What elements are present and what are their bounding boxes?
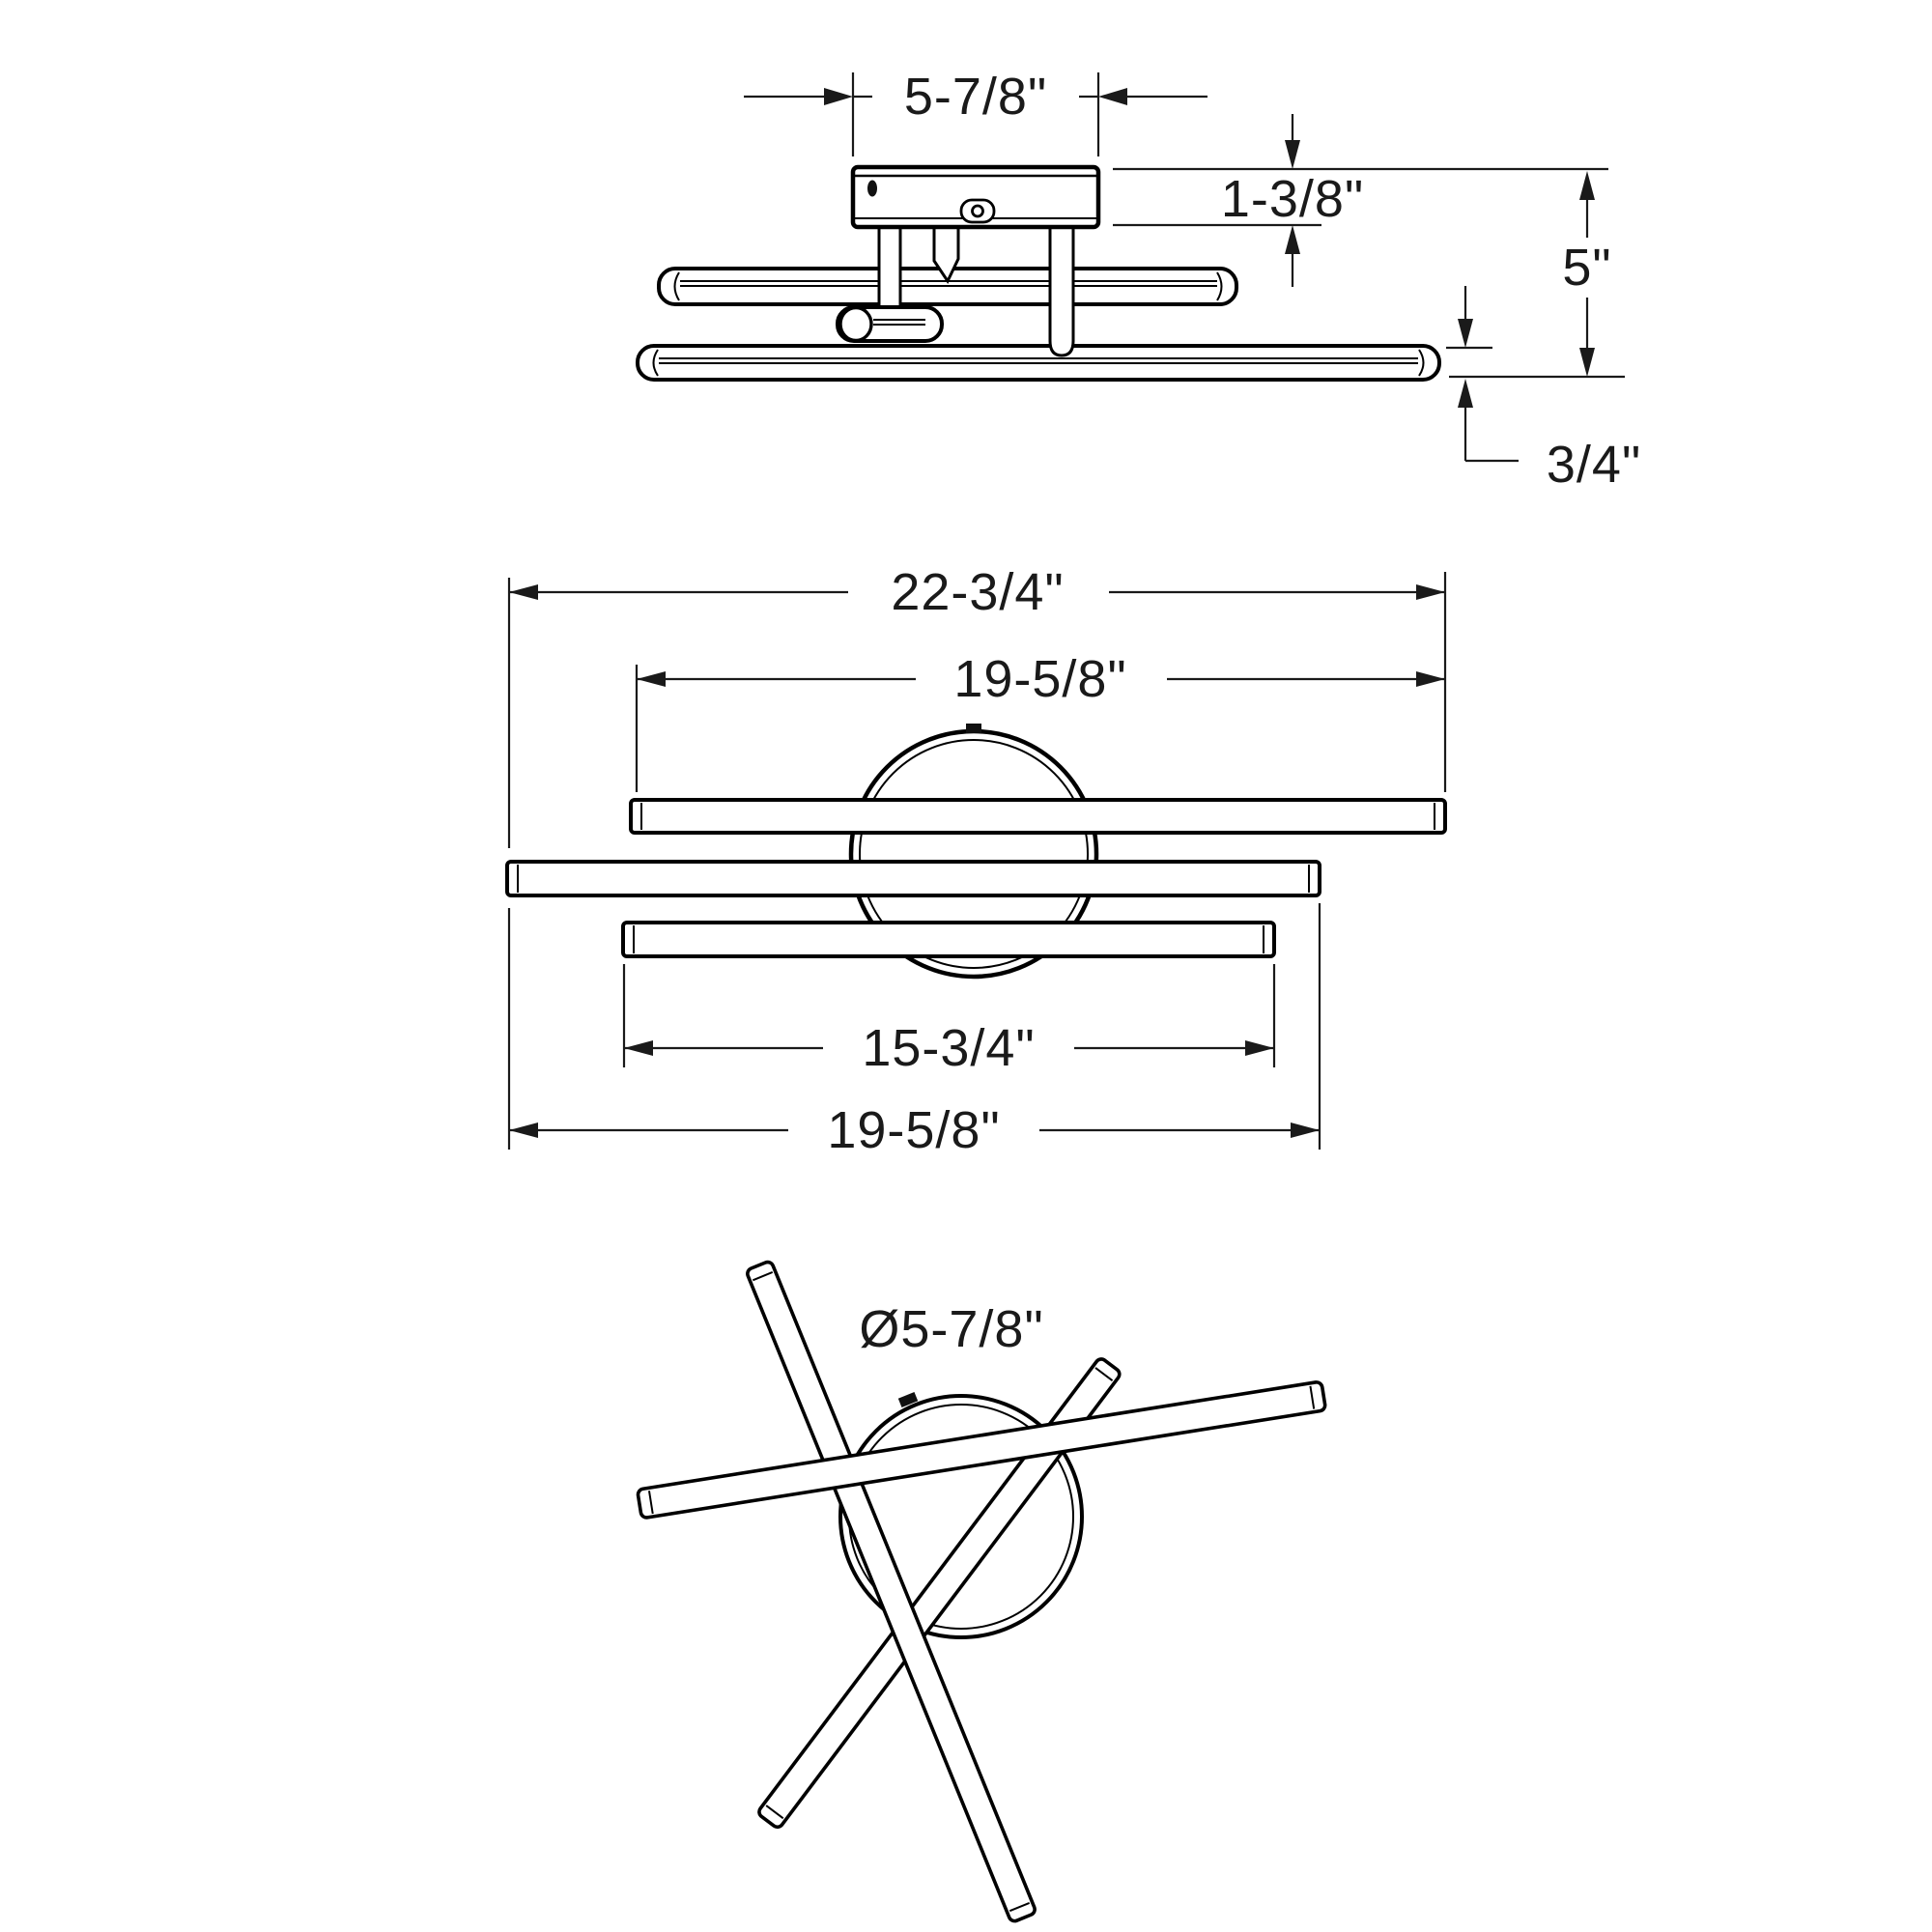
plan-bar-middle [507,862,1320,895]
dim-label-lower-bar-length: 15-3/4" [862,1019,1036,1077]
swivel-cylinder-end-cap [840,308,871,341]
arrowhead-left [1098,88,1127,105]
arrowhead-right [1416,671,1445,687]
arrowhead-down [1579,348,1595,377]
top-plan-view [507,563,1445,1159]
dim-lower-bar-length [624,964,1274,1077]
dim-bar-thickness [1446,286,1641,494]
bottom-view [638,1261,1326,1923]
canopy-keyhole [867,181,877,197]
dim-label-overall-width: 22-3/4" [891,563,1065,621]
arrowhead-left [509,1122,538,1138]
arrowhead-right [824,88,853,105]
dim-overall-height [1449,171,1625,377]
dim-label-bar-thickness: 3/4" [1546,436,1642,494]
plan-bar-top [631,800,1445,833]
side-elevation-view [638,68,1641,494]
arrowhead-left [509,584,538,600]
arrowhead-down [1285,140,1300,169]
canopy-top-tab [966,724,981,733]
canopy-screw [973,206,983,216]
arrowhead-up [1285,225,1300,254]
dim-label-canopy-diameter: Ø5-7/8" [859,1300,1044,1358]
dim-label-upper-bar-length: 19-5/8" [953,650,1127,708]
arrowhead-left [637,671,666,687]
lower-led-bar [638,346,1439,380]
arrowhead-left [624,1040,653,1056]
dim-label-canopy-height: 1-3/8" [1220,170,1365,228]
swivel-cylinder [838,307,942,341]
arrowhead-right [1291,1122,1320,1138]
plan-bar-middle-body [507,862,1320,895]
arrowhead-up [1579,171,1595,200]
arrowhead-down [1458,319,1473,348]
plan-bar-bottom [623,923,1274,956]
plan-bar-top-body [631,800,1445,833]
stem-rod-right [1050,227,1073,355]
arrowhead-right [1245,1040,1274,1056]
arrowhead-right [1416,584,1445,600]
dim-label-canopy-width: 5-7/8" [903,68,1048,126]
dim-label-middle-bar-length: 19-5/8" [827,1101,1001,1159]
canopy [853,167,1098,227]
plan-bar-bottom-body [623,923,1274,956]
dim-label-overall-height: 5" [1562,239,1612,297]
arrowhead-up [1458,379,1473,408]
dim-canopy-height [1113,114,1608,287]
dim-canopy-width [744,68,1208,156]
